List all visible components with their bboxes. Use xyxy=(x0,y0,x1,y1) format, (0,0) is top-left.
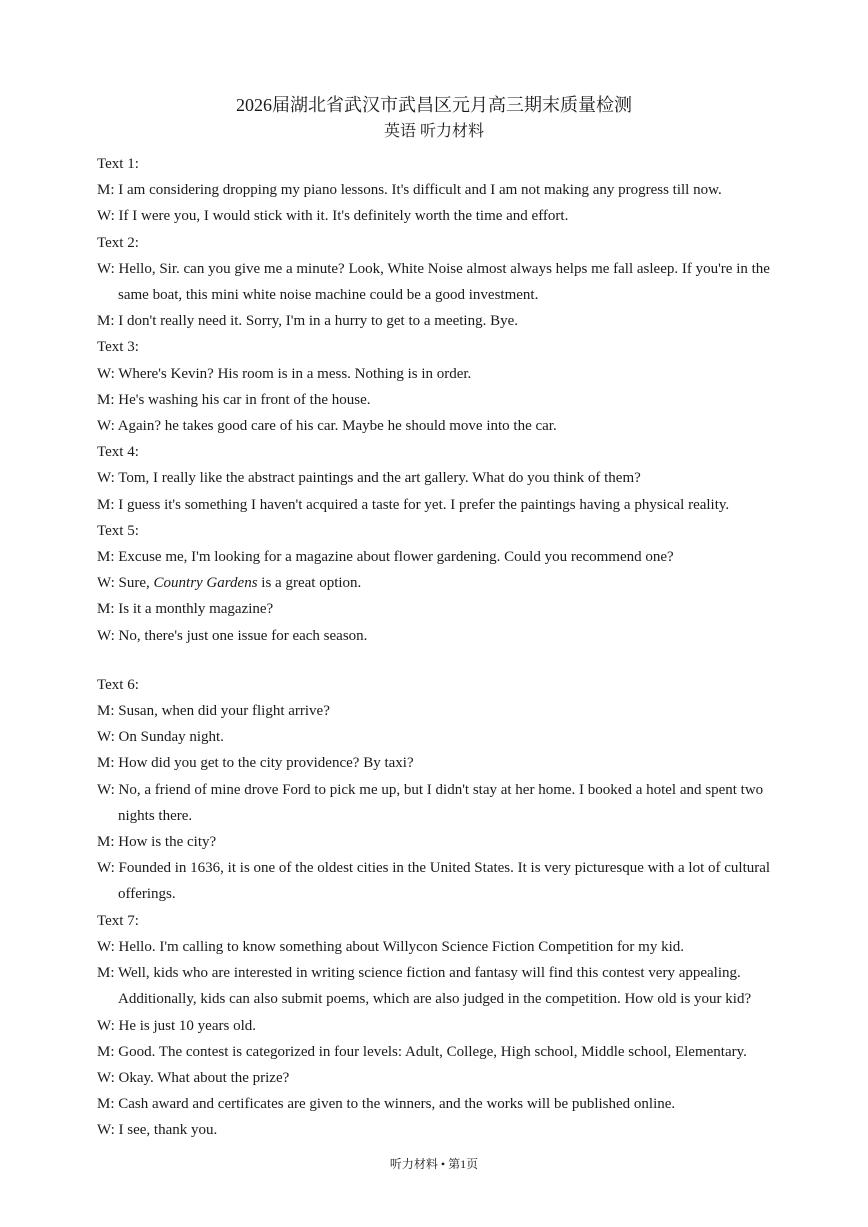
speaker-prefix: W: Sure, xyxy=(97,575,154,592)
dialogue-line: W: If I were you, I would stick with it. It's definitely worth the time and effort. xyxy=(97,208,569,225)
dialogue-line: W: No, a friend of mine drove Ford to pick me up, but I didn't stay at her home. I booked a hotel and spent two nights there. xyxy=(97,781,764,824)
dialogue-line: M: Excuse me, I'm looking for a magazine about flower gardening. Could you recommend one? xyxy=(97,549,674,566)
text-7-heading: Text 7: xyxy=(97,912,139,929)
dialogue-line: W: Hello. I'm calling to know something about Willycon Science Fiction Competition for my kid. xyxy=(97,938,685,955)
text-4-heading: Text 4: xyxy=(97,444,139,461)
dialogue-line: W: Tom, I really like the abstract paintings and the art gallery. What do you think of them? xyxy=(97,470,641,487)
dialogue-line: M: How is the city? xyxy=(97,834,217,851)
dialogue-line: M: Susan, when did your flight arrive? xyxy=(97,703,330,720)
dialogue-line: W: Where's Kevin? His room is in a mess. Nothing is in order. xyxy=(97,365,472,382)
text-1-heading: Text 1: xyxy=(97,156,139,172)
dialogue-line: M: I guess it's something I haven't acquired a taste for yet. I prefer the paintings having a physical reality. xyxy=(97,496,730,513)
dialogue-line: M: Cash award and certificates are given to the winners, and the works will be published online. xyxy=(97,1096,676,1113)
document-subtitle: 英语 听力材料 xyxy=(383,123,484,140)
magazine-line-rest: is a great option. xyxy=(257,575,362,592)
dialogue-line: W: No, there's just one issue for each season. xyxy=(97,627,368,644)
dialogue-line: W: I see, thank you. xyxy=(97,1122,218,1139)
document-title: 2026届湖北省武汉市武昌区元月高三期末质量检测 xyxy=(236,95,632,115)
text-3-heading: Text 3: xyxy=(97,339,139,356)
document-body xyxy=(97,151,782,1144)
dialogue-line: W: He is just 10 years old. xyxy=(97,1017,257,1034)
text-5-heading: Text 5: xyxy=(97,522,139,539)
dialogue-line: W: Founded in 1636, it is one of the oldest cities in the United States. It is very picturesque with a lot of cultural offerings. xyxy=(97,860,771,903)
page-footer: 听力材料 • 第1页 xyxy=(389,1157,479,1171)
dialogue-line: W: Hello, Sir. can you give me a minute? Look, White Noise almost always helps me fall asleep. If you're in the same boat, this mini white noise machine could be a good investment. xyxy=(97,260,770,304)
dialogue-line: M: Good. The contest is categorized in four levels: Adult, College, High school, Middle school, Elementary. xyxy=(97,1043,747,1060)
dialogue-line: M: How did you get to the city providence? By taxi? xyxy=(97,755,414,772)
text-2-heading: Text 2: xyxy=(97,234,139,251)
dialogue-line: M: He's washing his car in front of the house. xyxy=(97,391,371,408)
magazine-title: Country Gardens xyxy=(153,575,258,592)
dialogue-line: M: Is it a monthly magazine? xyxy=(97,601,274,618)
dialogue-line: M: I don't really need it. Sorry, I'm in a hurry to get to a meeting. Bye. xyxy=(97,313,519,330)
dialogue-line: W: On Sunday night. xyxy=(97,729,224,746)
dialogue-line-magazine xyxy=(97,570,782,596)
dialogue-line: W: Okay. What about the prize? xyxy=(97,1069,290,1086)
dialogue-line: M: Well, kids who are interested in writing science fiction and fantasy will find this contest very appealing. Additionally, kids can also submit poems, which are also judged in the competition. How old is your kid? xyxy=(97,965,752,1008)
text-6-heading: Text 6: xyxy=(97,676,139,693)
dialogue-line: W: Again? he takes good care of his car. Maybe he should move into the car. xyxy=(97,418,557,435)
dialogue-line: M: I am considering dropping my piano lessons. It's difficult and I am not making any progress till now. xyxy=(97,182,722,199)
section-spacer xyxy=(97,649,782,672)
